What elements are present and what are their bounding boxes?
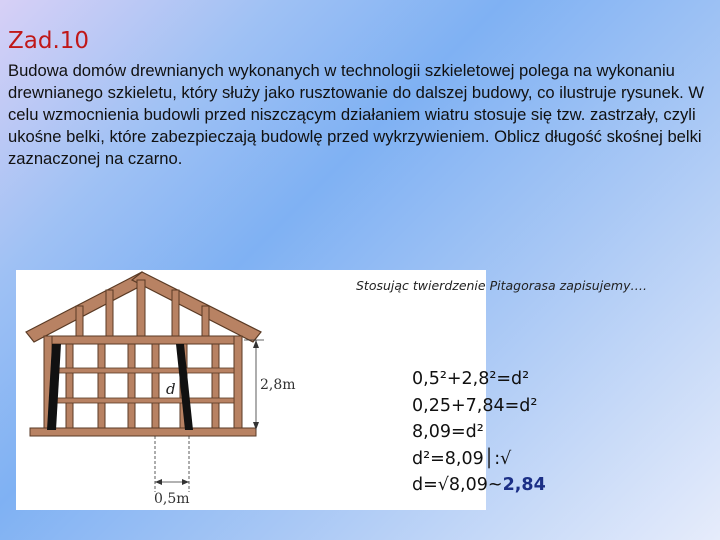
calc-result-value: 2,84 <box>502 475 546 495</box>
arrow-left-icon <box>155 479 162 485</box>
roof-beam-right <box>132 272 261 342</box>
calc-line: d²=8,09│:√ <box>412 448 512 469</box>
top-plate <box>44 336 242 344</box>
calc-line: 0,5²+2,8²=d² <box>412 369 530 389</box>
wall-stud <box>66 344 73 430</box>
label-width: 0,5m <box>154 491 190 507</box>
wall-stud <box>152 344 159 430</box>
task-text: Budowa domów drewnianych wykonanych w technologii szkieletowej polega na wykonaniu drewnianego szkieletu, który służy jako rusztowanie do dalszej budowy, co ilustruje rysunek. W celu wzmocnienia budowli przed niszczącym działaniem wiatru stosuje się tzw. zastrzały, czyli ukośne belki, które zabezpieczają budowlę przed wykrzywieniem. Oblicz długość skośnej belki zaznaczonej na czarno. <box>8 61 705 168</box>
black-brace-right <box>176 344 193 430</box>
task-title: Zad.10 <box>8 28 90 54</box>
calculation-block <box>412 366 546 499</box>
pythagoras-caption: Stosując twierdzenie Pitagorasa zapisujemy…. <box>356 278 647 293</box>
wall-stud <box>128 344 135 430</box>
gable-stud <box>137 280 145 342</box>
wall-stud <box>234 336 242 430</box>
calc-result-prefix: d=√8,09~ <box>412 475 503 495</box>
gable-stud <box>106 290 113 342</box>
noggin <box>52 368 234 373</box>
gable-stud <box>172 290 179 342</box>
calc-result-line <box>412 472 546 499</box>
wall-stud <box>98 344 105 430</box>
label-d: d <box>166 380 176 398</box>
calc-line: 0,25+7,84=d² <box>412 395 538 416</box>
roof-beam-left <box>26 272 152 342</box>
bottom-plate <box>30 428 256 436</box>
calc-line: 8,09=d² <box>412 422 484 442</box>
noggin <box>52 398 234 403</box>
arrow-right-icon <box>182 479 189 485</box>
wall-stud <box>212 344 219 430</box>
label-height: 2,8m <box>260 377 296 393</box>
